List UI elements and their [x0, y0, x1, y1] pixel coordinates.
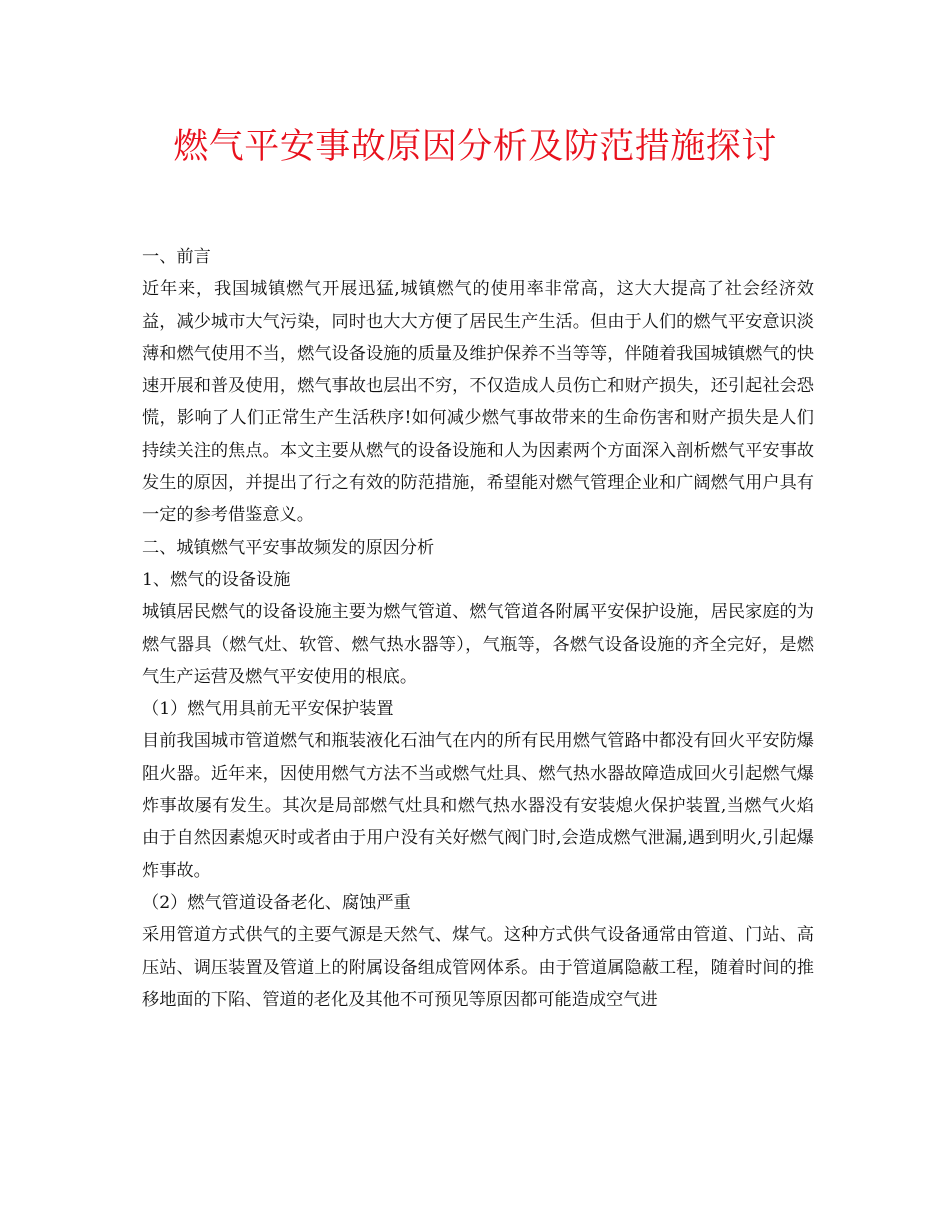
subheading-equipment-facilities: 1、燃气的设备设施: [142, 569, 291, 590]
section-heading-preface: 一、前言: [142, 247, 211, 267]
paragraph-equipment-facilities: 城镇居民燃气的设备设施主要为燃气管道、燃气管道各附属平安保护设施，居民家庭的为燃气器具（燃气灶、软管、燃气热水器等），气瓶等，各燃气设备设施的齐全完好，是燃气生产运营及燃气平安使用的根底。: [142, 602, 814, 687]
document-title: 燃气平安事故原因分析及防范措施探讨: [173, 127, 777, 167]
subheading-no-safety-device: （1）燃气用具前无平安保护装置: [142, 699, 394, 720]
paragraph-pipeline-aging: 采用管道方式供气的主要气源是天然气、煤气。这种方式供气设备通常由管道、门站、高压站、调压装置及管道上的附属设备组成管网体系。由于管道属隐蔽工程，随着时间的推移地面的下陷、管道的老化及其他不可预见等原因都可能造成空气进: [142, 925, 814, 1010]
subheading-pipeline-aging: （2）燃气管道设备老化、腐蚀严重: [142, 892, 411, 913]
paragraph-no-safety-device: 目前我国城市管道燃气和瓶装液化石油气在内的所有民用燃气管路中都没有回火平安防爆阻火器。近年来，因使用燃气方法不当或燃气灶具、燃气热水器故障造成回火引起燃气爆炸事故屡有发生。其次是局部燃气灶具和燃气热水器没有安装熄火保护装置,当燃气火焰由于自然因素熄灭时或者由于用户没有关好燃气阀门时,会造成燃气泄漏,遇到明火,引起爆炸事故。: [142, 731, 814, 881]
section-heading-cause-analysis: 二、城镇燃气平安事故频发的原因分析: [142, 537, 435, 558]
paragraph-introduction: 近年来，我国城镇燃气开展迅猛,城镇燃气的使用率非常高，这大大提高了社会经济效益，减少城市大气污染，同时也大大方便了居民生产生活。但由于人们的燃气平安意识淡薄和燃气使用不当，燃气设备设施的质量及维护保养不当等等，伴随着我国城镇燃气的快速开展和普及使用，燃气事故也层出不穷，不仅造成人员伤亡和财产损失，还引起社会恐慌，影响了人们正常生产生活秩序!如何减少燃气事故带来的生命伤害和财产损失是人们持续关注的焦点。本文主要从燃气的设备设施和人为因素两个方面深入剖析燃气平安事故发生的原因，并提出了行之有效的防范措施，希望能对燃气管理企业和广阔燃气用户具有一定的参考借鉴意义。: [142, 279, 814, 526]
document-body: [142, 241, 814, 1016]
